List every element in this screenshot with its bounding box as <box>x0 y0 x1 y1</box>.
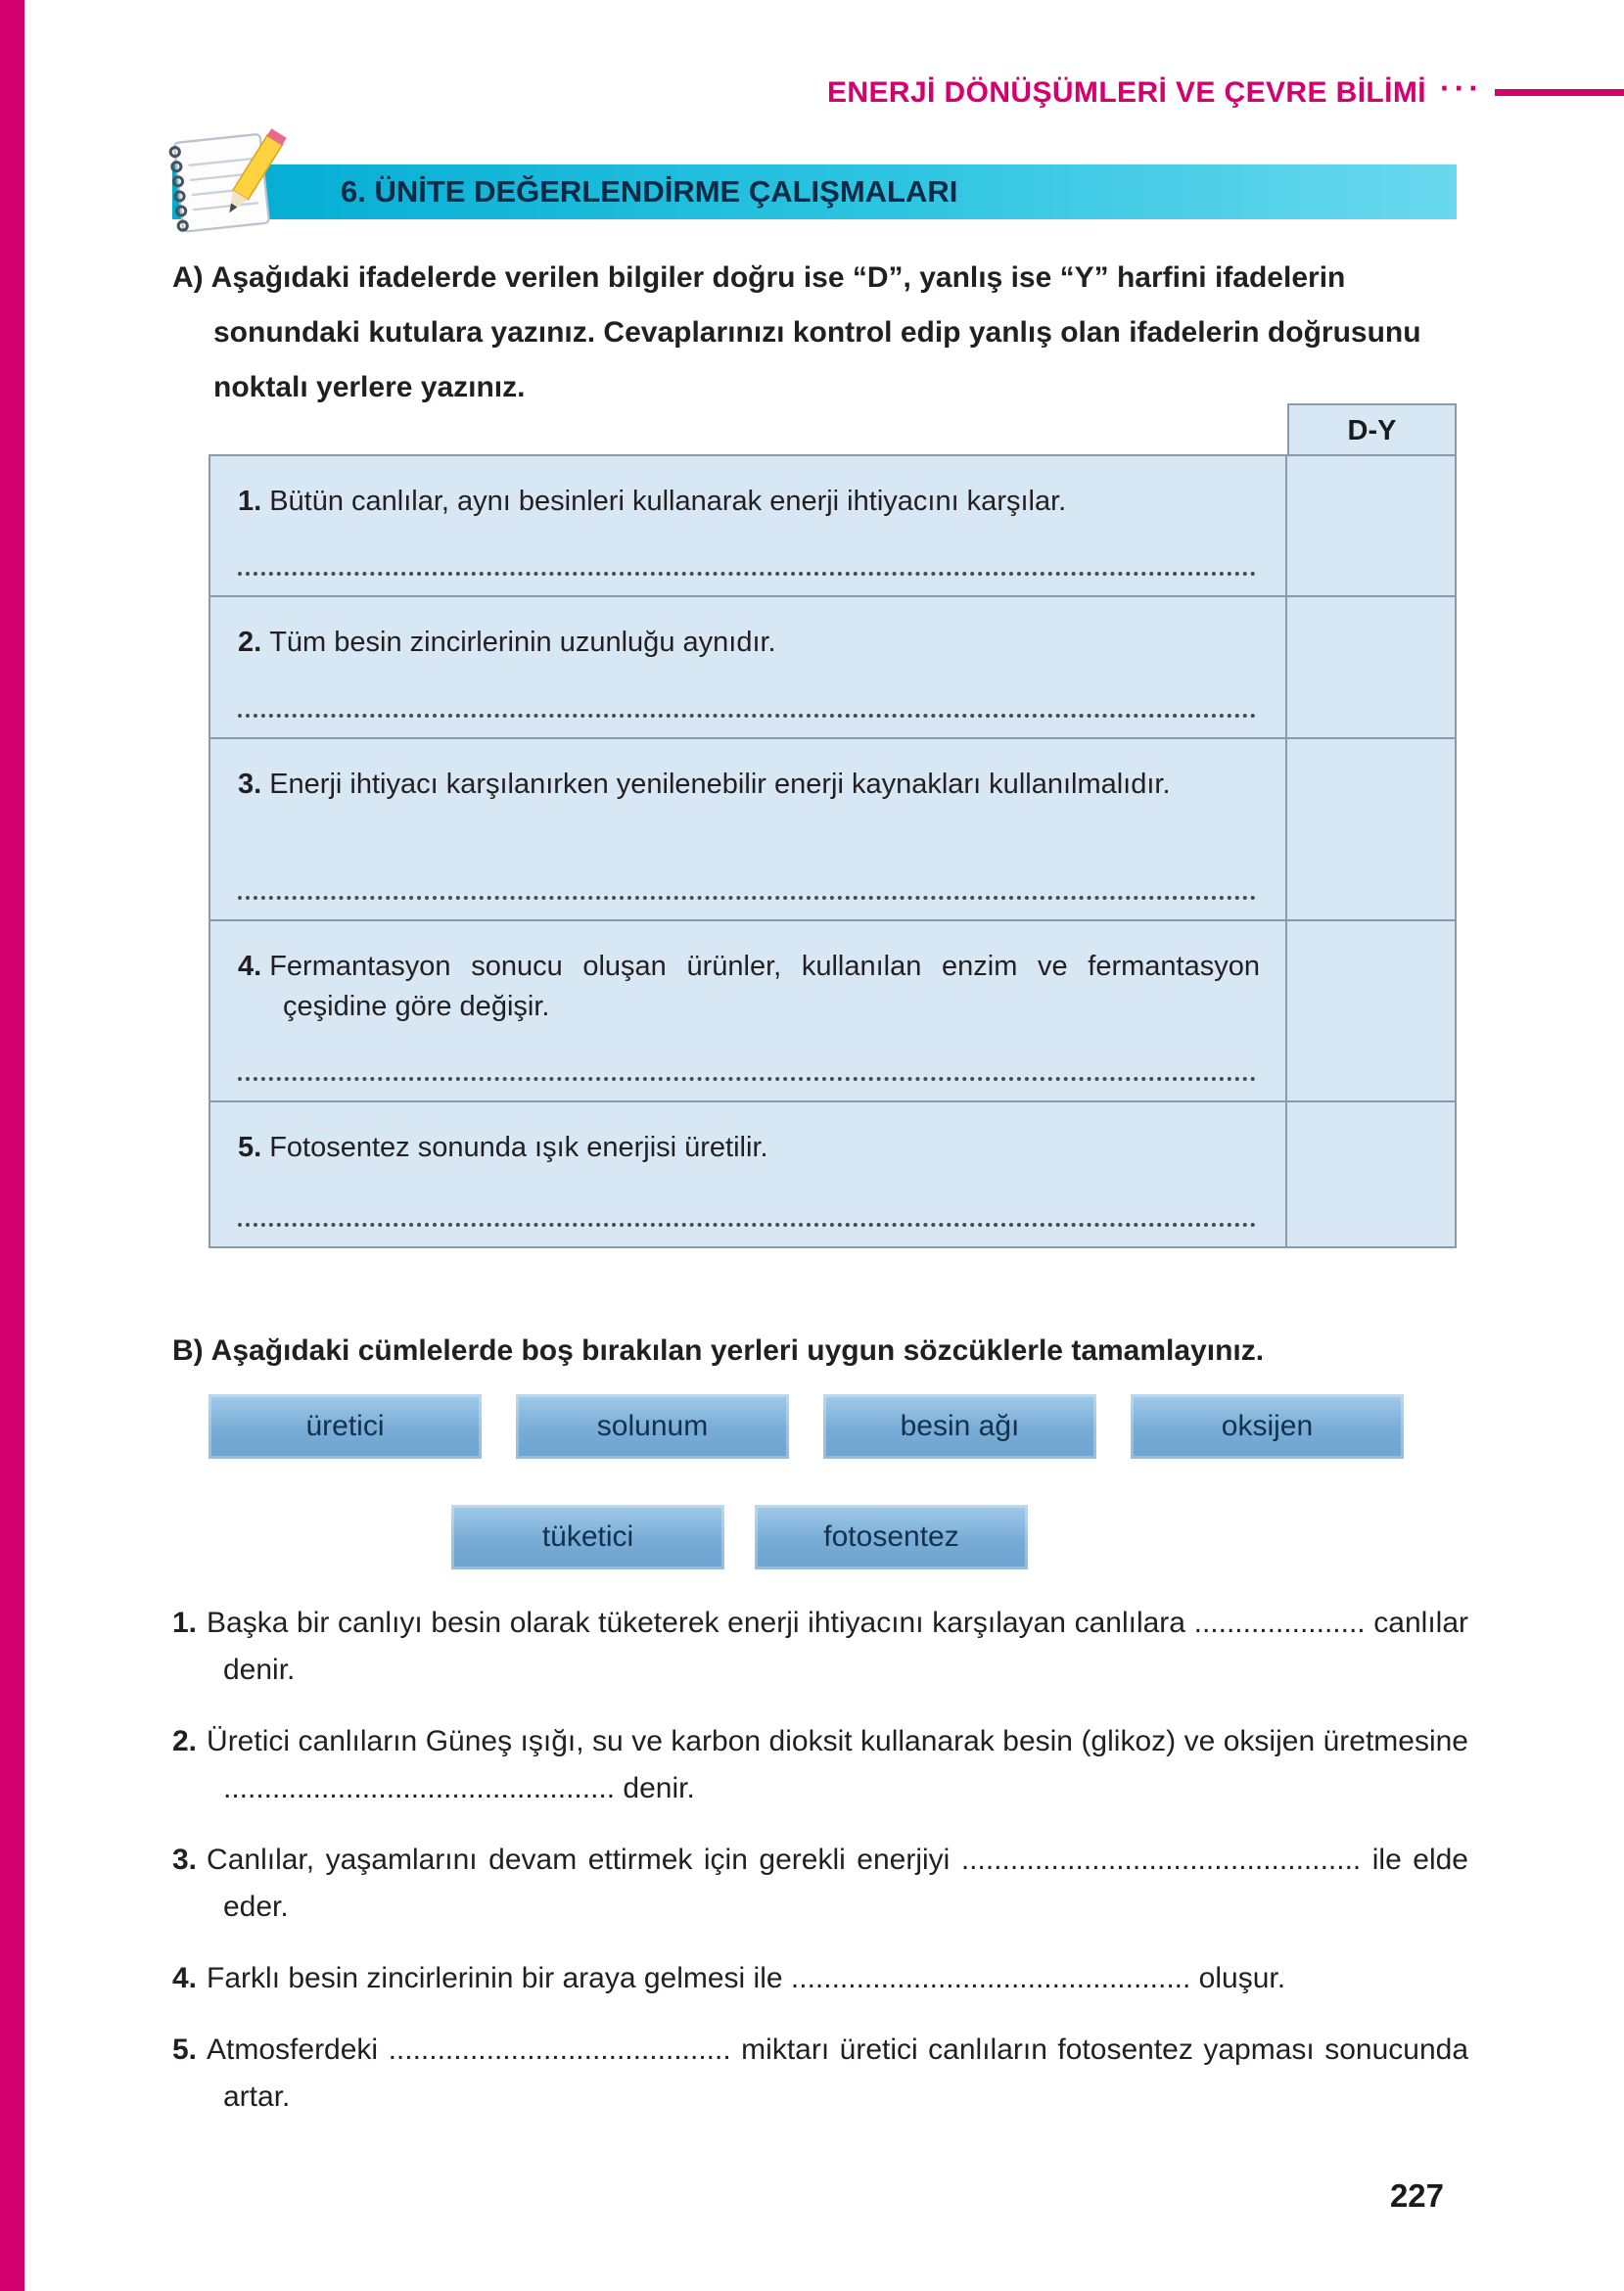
statement-number: 5. <box>238 1132 262 1163</box>
table-row <box>210 456 1455 595</box>
page-number: 227 <box>1389 2177 1444 2214</box>
statement-cell <box>210 456 1287 595</box>
dy-answer-box <box>1287 456 1455 595</box>
table-row <box>210 737 1455 919</box>
true-false-statements-table <box>209 454 1457 1248</box>
section-a-instructions <box>172 251 1462 415</box>
item-number: 1. <box>172 1607 198 1639</box>
item-text: Canlılar, yaşamlarını devam ettirmek için gerekli enerjiyi ................................................. ile elde eder. <box>207 1844 1468 1923</box>
item-text: Başka bir canlıyı besin olarak tüketerek enerji ihtiyacını karşılayan canlılara ..................... canlılar denir. <box>207 1607 1468 1686</box>
header-rule-line <box>1495 89 1624 96</box>
statement-cell <box>210 739 1287 919</box>
fill-blank-item <box>172 1837 1468 1931</box>
section-a <box>172 251 1462 415</box>
fill-blank-item <box>172 1600 1468 1694</box>
correction-dotted-line <box>238 714 1256 718</box>
word-bank-chip: besin ağı <box>823 1394 1096 1459</box>
chapter-header <box>24 70 1624 115</box>
statement <box>238 947 1260 1027</box>
notebook-pencil-icon <box>155 123 303 241</box>
chapter-title: ENERJİ DÖNÜŞÜMLERİ VE ÇEVRE BİLİMİ <box>827 75 1427 109</box>
statement-cell <box>210 921 1287 1100</box>
statement-text: Fermantasyon sonucu oluşan ürünler, kullanılan enzim ve fermantasyon çeşidine göre değişir. <box>269 951 1260 1022</box>
word-bank-chip: tüketici <box>451 1505 724 1569</box>
page-edge-accent-bar <box>0 0 24 2291</box>
fill-blank-item <box>172 2027 1468 2121</box>
statement-number: 1. <box>238 486 262 517</box>
section-b-instructions-text: Aşağıdaki cümlelerde boş bırakılan yerleri uygun sözcüklerle tamamlayınız. <box>210 1334 1265 1367</box>
word-bank-chip: fotosentez <box>755 1505 1028 1569</box>
item-text: Üretici canlıların Güneş ışığı, su ve karbon dioksit kullanarak besin (glikoz) ve oksijen üretmesine ................................................ denir. <box>207 1725 1468 1804</box>
statement <box>238 623 1260 663</box>
correction-dotted-line <box>238 1223 1256 1227</box>
word-bank-row-2 <box>451 1505 1028 1569</box>
correction-dotted-line <box>238 1077 1256 1081</box>
item-number: 5. <box>172 2034 198 2066</box>
statement <box>238 1128 1260 1168</box>
fill-in-blank-list <box>172 1600 1468 2145</box>
fill-blank-item <box>172 1718 1468 1812</box>
statement-cell <box>210 597 1287 737</box>
table-row <box>210 595 1455 737</box>
word-bank-chip: üretici <box>209 1394 482 1459</box>
statement-cell <box>210 1102 1287 1246</box>
unit-banner-title: 6. ÜNİTE DEĞERLENDİRME ÇALIŞMALARI <box>341 174 958 209</box>
item-number: 3. <box>172 1844 198 1876</box>
word-bank-row-1 <box>209 1394 1404 1459</box>
dy-column-header: D-Y <box>1287 403 1457 456</box>
item-text: Atmosferdeki .......................................... miktarı üretici canlıların fotosentez yapması sonucunda artar. <box>207 2034 1468 2113</box>
table-row <box>210 1100 1455 1246</box>
item-number: 2. <box>172 1725 198 1757</box>
statement-number: 4. <box>238 951 262 982</box>
section-a-instructions-text: Aşağıdaki ifadelerde verilen bilgiler doğru ise “D”, yanlış ise “Y” harfini ifadelerin sonundaki kutulara yazınız. Cevaplarınızı kontrol edip yanlış olan ifadelerin doğrusunu noktalı yerlere yazınız. <box>210 261 1421 403</box>
statement <box>238 482 1260 522</box>
header-dots-decoration: ··· <box>1440 70 1483 106</box>
section-b-instructions <box>172 1330 1474 1373</box>
word-bank-chip: solunum <box>516 1394 789 1459</box>
statement-number: 2. <box>238 627 262 658</box>
section-b-label: B) <box>172 1334 204 1367</box>
section-a-label: A) <box>172 261 204 294</box>
table-row <box>210 919 1455 1100</box>
dy-answer-box <box>1287 921 1455 1100</box>
fill-blank-item <box>172 1955 1468 2002</box>
item-text: Farklı besin zincirlerinin bir araya gelmesi ile ................................................. oluşur. <box>207 1962 1286 1994</box>
statement-text: Enerji ihtiyacı karşılanırken yenilenebilir enerji kaynakları kullanılmalıdır. <box>269 769 1171 800</box>
unit-banner <box>172 164 1457 219</box>
dy-answer-box <box>1287 739 1455 919</box>
statement-text: Tüm besin zincirlerinin uzunluğu aynıdır. <box>269 627 776 658</box>
section-b <box>172 1330 1474 1373</box>
dy-answer-box <box>1287 597 1455 737</box>
dy-answer-box <box>1287 1102 1455 1246</box>
statement <box>238 765 1260 805</box>
correction-dotted-line <box>238 572 1256 576</box>
statement-text: Bütün canlılar, aynı besinleri kullanarak enerji ihtiyacını karşılar. <box>269 486 1067 517</box>
word-bank-chip: oksijen <box>1131 1394 1404 1459</box>
statement-number: 3. <box>238 769 262 800</box>
item-number: 4. <box>172 1962 198 1994</box>
statement-text: Fotosentez sonunda ışık enerjisi üretilir. <box>269 1132 768 1163</box>
correction-dotted-line <box>238 896 1256 900</box>
